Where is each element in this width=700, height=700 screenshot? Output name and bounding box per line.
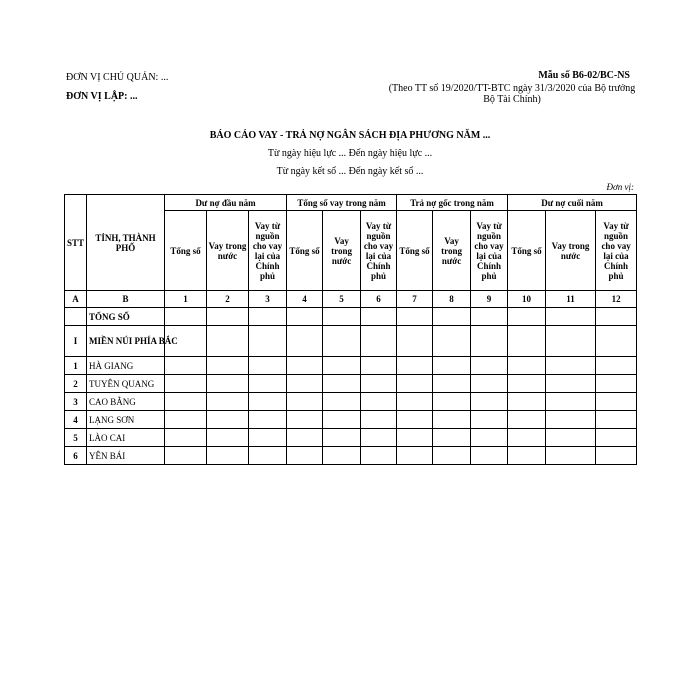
column-index-cell: 6: [361, 291, 397, 308]
value-cell[interactable]: [207, 357, 249, 375]
value-cell[interactable]: [471, 393, 508, 411]
column-index-cell: 1: [165, 291, 207, 308]
report-title: BÁO CÁO VAY - TRẢ NỢ NGÂN SÁCH ĐỊA PHƯƠNG NĂM ...: [209, 130, 491, 141]
column-index-cell: 11: [546, 291, 596, 308]
value-cell[interactable]: [165, 411, 207, 429]
value-cell[interactable]: [508, 411, 546, 429]
value-cell[interactable]: [596, 357, 637, 375]
value-cell[interactable]: [433, 429, 471, 447]
value-cell[interactable]: [287, 393, 323, 411]
value-cell[interactable]: [546, 411, 596, 429]
col-subheader: Vay trong nước: [323, 211, 361, 291]
value-cell[interactable]: [287, 326, 323, 357]
value-cell[interactable]: [397, 429, 433, 447]
value-cell[interactable]: [546, 326, 596, 357]
value-cell[interactable]: [397, 308, 433, 326]
value-cell[interactable]: [323, 357, 361, 375]
value-cell[interactable]: [596, 375, 637, 393]
value-cell[interactable]: [397, 447, 433, 465]
value-cell[interactable]: [361, 375, 397, 393]
col-subheader: Tổng số: [287, 211, 323, 291]
value-cell[interactable]: [323, 375, 361, 393]
row-stt: 1: [65, 357, 87, 375]
value-cell[interactable]: [397, 375, 433, 393]
col-group-header: Dư nợ đầu năm: [165, 195, 287, 211]
value-cell[interactable]: [249, 447, 287, 465]
value-cell[interactable]: [207, 308, 249, 326]
column-index-cell: 12: [596, 291, 637, 308]
value-cell[interactable]: [287, 308, 323, 326]
column-index-cell: 9: [471, 291, 508, 308]
value-cell[interactable]: [508, 447, 546, 465]
col-group-header: Trả nợ gốc trong năm: [397, 195, 508, 211]
column-index-cell: 8: [433, 291, 471, 308]
value-cell[interactable]: [249, 411, 287, 429]
row-province-name: TUYÊN QUANG: [87, 375, 165, 393]
value-cell[interactable]: [249, 308, 287, 326]
value-cell[interactable]: [397, 393, 433, 411]
value-cell[interactable]: [546, 375, 596, 393]
value-cell[interactable]: [508, 393, 546, 411]
form-note: (Theo TT số 19/2020/TT-BTC ngày 31/3/2020 của Bộ trưởng Bộ Tài Chính): [388, 83, 636, 105]
column-index-cell: 5: [323, 291, 361, 308]
col-subheader: Vay trong nước: [546, 211, 596, 291]
value-cell[interactable]: [165, 447, 207, 465]
form-code: Mẫu số B6-02/BC-NS: [538, 70, 630, 81]
col-subheader: Vay từ nguồn cho vay lại của Chính phủ: [249, 211, 287, 291]
value-cell[interactable]: [323, 429, 361, 447]
row-province-name: CAO BẰNG: [87, 393, 165, 411]
value-cell[interactable]: [165, 357, 207, 375]
value-cell[interactable]: [596, 447, 637, 465]
table-row: [65, 308, 637, 326]
value-cell[interactable]: [546, 357, 596, 375]
column-index-cell: 10: [508, 291, 546, 308]
value-cell[interactable]: [508, 429, 546, 447]
value-cell[interactable]: [249, 375, 287, 393]
value-cell[interactable]: [361, 447, 397, 465]
value-cell[interactable]: [433, 308, 471, 326]
value-cell[interactable]: [471, 411, 508, 429]
value-cell[interactable]: [596, 326, 637, 357]
value-cell[interactable]: [433, 326, 471, 357]
closing-date-range: Từ ngày kết sổ ... Đến ngày kết sổ ...: [276, 166, 424, 177]
value-cell[interactable]: [433, 375, 471, 393]
table-row: [65, 411, 637, 429]
value-cell[interactable]: [508, 357, 546, 375]
value-cell[interactable]: [287, 429, 323, 447]
value-cell[interactable]: [433, 447, 471, 465]
value-cell[interactable]: [323, 308, 361, 326]
value-cell[interactable]: [361, 326, 397, 357]
column-index-cell: B: [87, 291, 165, 308]
col-subheader: Vay trong nước: [207, 211, 249, 291]
value-cell[interactable]: [546, 393, 596, 411]
value-cell[interactable]: [471, 357, 508, 375]
col-group-header: Tổng số vay trong năm: [287, 195, 397, 211]
value-cell[interactable]: [207, 429, 249, 447]
col-header-province: TỈNH, THÀNH PHỐ: [87, 195, 165, 291]
value-cell[interactable]: [361, 308, 397, 326]
value-cell[interactable]: [397, 357, 433, 375]
value-cell[interactable]: [249, 393, 287, 411]
value-cell[interactable]: [207, 411, 249, 429]
col-subheader: Vay trong nước: [433, 211, 471, 291]
table-body: [65, 291, 637, 465]
value-cell[interactable]: [596, 308, 637, 326]
value-cell[interactable]: [546, 447, 596, 465]
column-index-cell: 3: [249, 291, 287, 308]
value-cell[interactable]: [323, 326, 361, 357]
value-cell[interactable]: [207, 393, 249, 411]
value-cell[interactable]: [546, 308, 596, 326]
col-subheader: Vay từ nguồn cho vay lại của Chính phủ: [361, 211, 397, 291]
value-cell[interactable]: [508, 375, 546, 393]
row-province-name: MIỀN NÚI PHÍA BẮC: [87, 326, 165, 357]
table-row: [65, 326, 637, 357]
column-index-row: [65, 291, 637, 308]
row-province-name: TỔNG SỐ: [87, 308, 165, 326]
table-row: [65, 429, 637, 447]
table-row: [65, 393, 637, 411]
column-index-cell: 2: [207, 291, 249, 308]
row-stt: 6: [65, 447, 87, 465]
value-cell[interactable]: [207, 326, 249, 357]
value-cell[interactable]: [207, 447, 249, 465]
value-cell[interactable]: [323, 393, 361, 411]
agency-label: ĐƠN VỊ CHỦ QUẢN: ...: [66, 72, 169, 83]
value-cell[interactable]: [508, 326, 546, 357]
table-row: [65, 375, 637, 393]
row-stt: 4: [65, 411, 87, 429]
value-cell[interactable]: [165, 375, 207, 393]
value-cell[interactable]: [397, 326, 433, 357]
value-cell[interactable]: [433, 357, 471, 375]
value-cell[interactable]: [165, 429, 207, 447]
value-cell[interactable]: [249, 429, 287, 447]
value-cell[interactable]: [471, 447, 508, 465]
value-cell[interactable]: [361, 411, 397, 429]
value-cell[interactable]: [287, 375, 323, 393]
value-cell[interactable]: [249, 357, 287, 375]
table-row: [65, 447, 637, 465]
row-stt: [65, 308, 87, 326]
table-row: [65, 357, 637, 375]
value-cell[interactable]: [361, 357, 397, 375]
value-cell[interactable]: [323, 411, 361, 429]
unit-label: ĐƠN VỊ LẬP: ...: [66, 91, 138, 102]
column-index-cell: 4: [287, 291, 323, 308]
value-cell[interactable]: [471, 308, 508, 326]
value-cell[interactable]: [397, 411, 433, 429]
value-cell[interactable]: [471, 429, 508, 447]
value-cell[interactable]: [433, 411, 471, 429]
col-subheader: Tổng số: [397, 211, 433, 291]
value-cell[interactable]: [471, 375, 508, 393]
value-cell[interactable]: [361, 393, 397, 411]
value-cell[interactable]: [361, 429, 397, 447]
row-stt: 2: [65, 375, 87, 393]
value-cell[interactable]: [287, 447, 323, 465]
value-cell[interactable]: [323, 447, 361, 465]
column-index-cell: 7: [397, 291, 433, 308]
value-cell[interactable]: [596, 393, 637, 411]
col-subheader: Vay từ nguồn cho vay lại của Chính phủ: [596, 211, 637, 291]
currency-unit-label: Đơn vị:: [606, 182, 634, 192]
value-cell[interactable]: [249, 326, 287, 357]
header-left: [66, 70, 168, 105]
value-cell[interactable]: [287, 411, 323, 429]
value-cell[interactable]: [207, 375, 249, 393]
col-subheader: Tổng số: [165, 211, 207, 291]
report-table: [64, 194, 637, 465]
value-cell[interactable]: [508, 308, 546, 326]
value-cell[interactable]: [165, 393, 207, 411]
row-stt: 3: [65, 393, 87, 411]
header-group-row: [65, 195, 637, 211]
row-province-name: LẠNG SƠN: [87, 411, 165, 429]
effective-date-range: Từ ngày hiệu lực ... Đến ngày hiệu lực ...: [267, 148, 433, 159]
row-province-name: LÀO CAI: [87, 429, 165, 447]
row-stt: 5: [65, 429, 87, 447]
col-subheader: Vay từ nguồn cho vay lại của Chính phủ: [471, 211, 508, 291]
col-header-stt: STT: [65, 195, 87, 291]
col-group-header: Dư nợ cuối năm: [508, 195, 637, 211]
row-province-name: YÊN BÁI: [87, 447, 165, 465]
value-cell[interactable]: [471, 326, 508, 357]
column-index-cell: A: [65, 291, 87, 308]
value-cell[interactable]: [596, 429, 637, 447]
value-cell[interactable]: [546, 429, 596, 447]
table-header: [65, 195, 637, 291]
row-stt: I: [65, 326, 87, 357]
value-cell[interactable]: [287, 357, 323, 375]
row-province-name: HÀ GIANG: [87, 357, 165, 375]
value-cell[interactable]: [596, 411, 637, 429]
header-right: [388, 70, 636, 105]
value-cell[interactable]: [433, 393, 471, 411]
value-cell[interactable]: [165, 308, 207, 326]
col-subheader: Tổng số: [508, 211, 546, 291]
